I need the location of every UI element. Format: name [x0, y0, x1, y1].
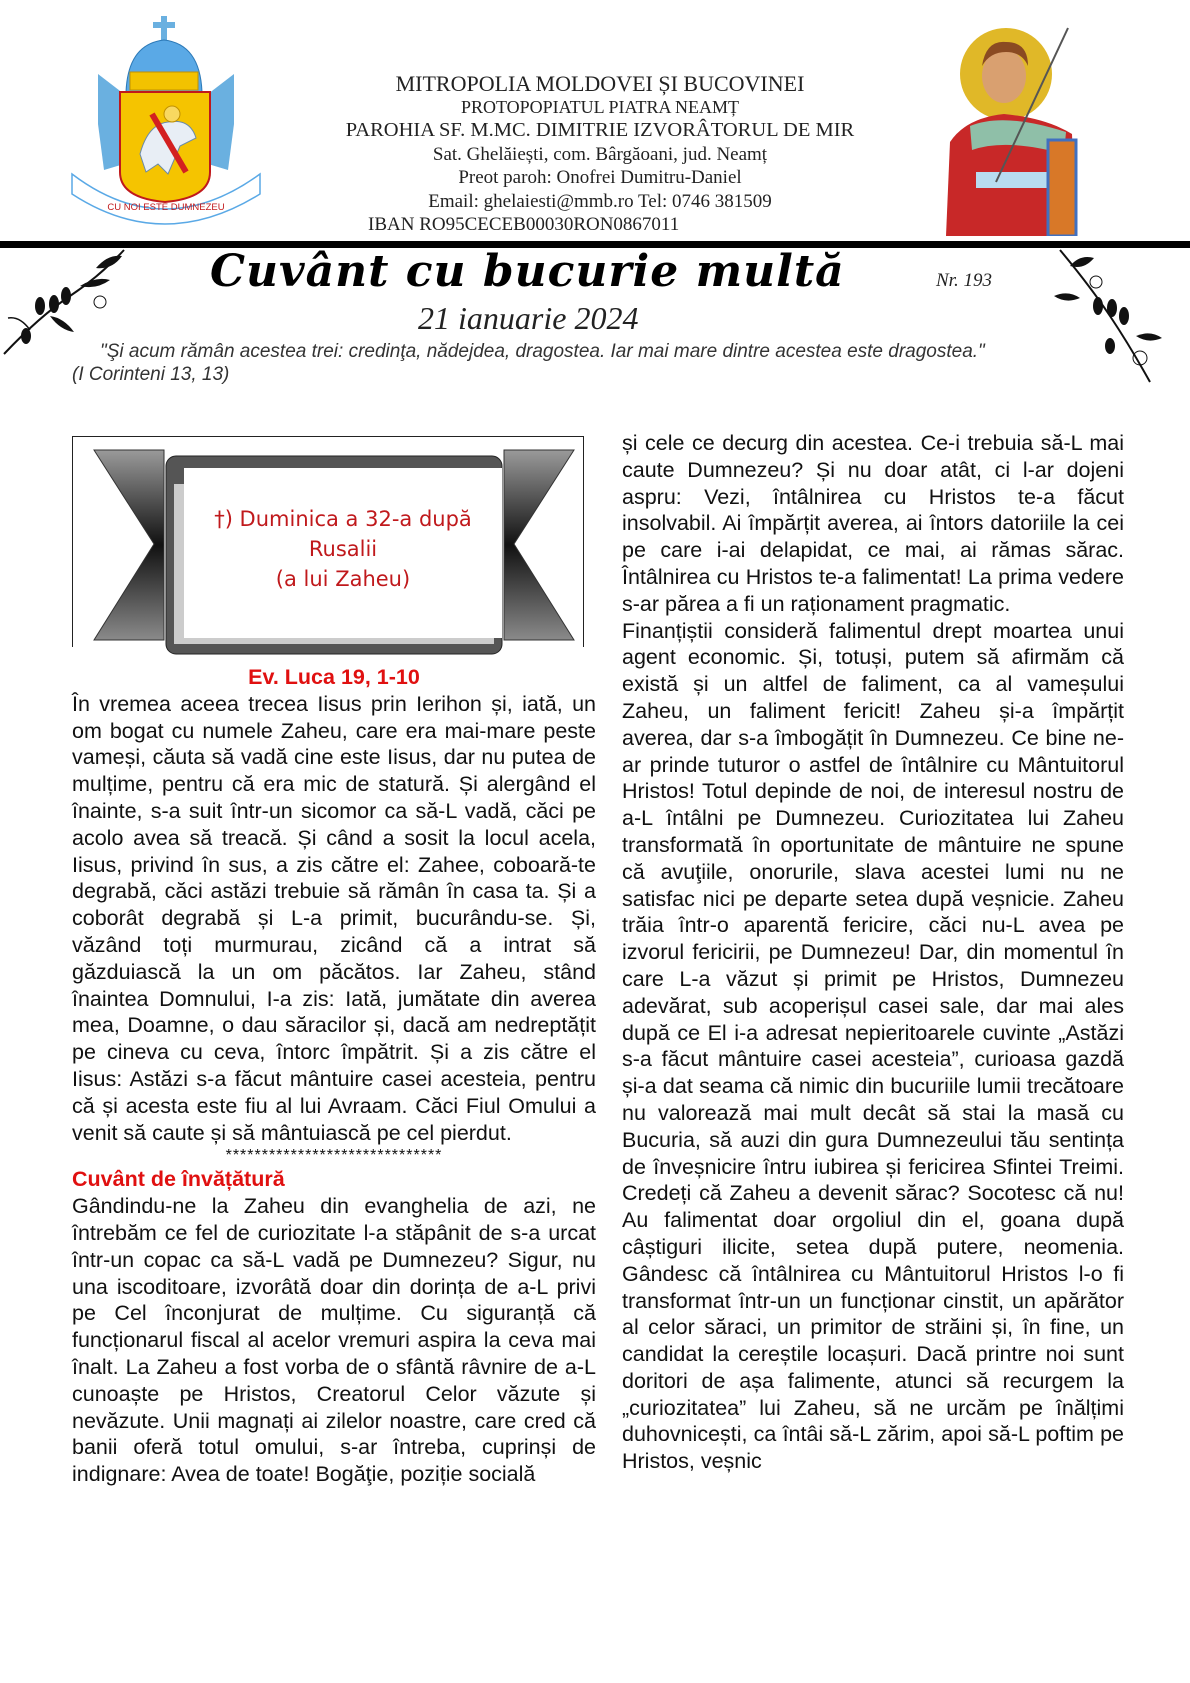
sermon-text-right-1: și cele ce decurg din acestea. Ce-i trebuia să-L mai caute Dumnezeu? Și nu doar atât, ci l-ar dojeni aspru: Vezi, întâlnirea cu Hristos te-a făcut insolvabil. Ai împărțit averea, ai întors datoriile la cei pe care i-ai delapidat, ce mai, ai rămas sărac. Întâlnirea cu Hristos te-a falimentat! La prima vedere s-ar părea a fi un raționament pragmatic. — [622, 431, 1124, 616]
sermon-text-left: Gândindu-ne la Zaheu din evanghelia de azi, ne întrebăm ce fel de curiozitate l-a stăpânit de s-a urcat într-un copac ca să-L vadă pe Dumnezeu? Sigur, nu una iscoditoare, izvorâtă doar din dorința de a-L privi pe Cel înconjurat de mulțime. Cu siguranță că funcționarul fiscal al acelor vremuri aspira la ceva mai înalt. La Zaheu a fost vorba de o sfântă râvnire de a-L cunoaște pe Hristos, Creatorul Celor văzute și nevăzute. Unii magnați ai zilelor noastre, care cred că banii oferă totul omului, s-ar întreba, cuprinși de indignare: Avea de toate! Bogăţie, poziție socială — [72, 1194, 596, 1487]
saint-dimitrie-icon-image — [936, 22, 1092, 236]
olive-branch-right-icon — [1040, 246, 1170, 386]
feast-line-2: Rusalii — [308, 537, 378, 561]
metropolis-name: MITROPOLIA MOLDOVEI ȘI BUCOVINEI — [395, 71, 805, 96]
parish-name: PAROHIA SF. M.MC. DIMITRIE IZVORÂTORUL DE MIR — [345, 119, 855, 141]
protopopiat-name: PROTOPOPIATUL PIATRA NEAMȚ — [460, 96, 740, 117]
feast-title-card — [184, 468, 502, 638]
feast-line-3: (a lui Zaheu) — [275, 567, 411, 591]
gospel-reference: Ev. Luca 19, 1-10 — [248, 665, 420, 689]
feast-line-1: †) Duminica a 32-a după — [214, 507, 472, 531]
sermon-heading: Cuvânt de învățătură — [72, 1167, 285, 1192]
parish-address: Sat. Ghelăiești, com. Bârgăoani, jud. Neamț — [432, 143, 768, 165]
parish-priest: Preot paroh: Onofrei Dumitru-Daniel — [458, 167, 742, 188]
newsletter-title: Cuvânt cu bucurie multă — [210, 246, 845, 297]
right-column — [622, 430, 1124, 1475]
logo-motto: CU NOI ESTE DUMNEZEU — [107, 202, 225, 213]
issue-date: 21 ianuarie 2024 — [418, 300, 639, 336]
sermon-text-right-2: Finanțiștii consideră falimentul drept moartea unui agent economic. Și, totuși, putem să afirmăm că există și un altfel de faliment, ca al vameșului Zaheu, un faliment fericit! Zaheu și-a împărțit averea, dar s-a îmbogățit în Dumnezeu. Ce bine ne-ar prinde tuturor o astfel de întâlnire cu Mântuitorul Hristos! Totul depinde de noi, de interesul nostru de a-L întâlni pe Dumnezeu. Curiozitatea lui Zaheu transformată în oportunitate de mântuire ne spune că avuţiile, onorurile, slava acestei lumi nu ne satisfac nici pe departe setea după veșnicie. Zaheu trăia într-o aparentă fericire, căci nu-L avea pe izvorul fericirii, pe Dumnezeu! Dar, din momentul în care L-a văzut și primit pe Hristos, Dumnezeu adevărat, sub acoperișul casei sale, dar mai ales după ce El i-a adresat nepieritoarele cuvinte „Astăzi s-a făcut mântuire casei acesteia”, curioasa gazdă și-a dat seama că nimic din bucuriile lumii trecătoare nu valorează mai mult decât să stai la masă cu Bucuria, să auzi din gura Dumnezeului tău sentința de înveșnicire întru iubirea și fericirea Sfintei Treimi. Credeți că Zaheu a devenit sărac? Socotesc că nu! Au falimentat doar orgoliul din el, goana după câștiguri ilicite, setea după putere, neomenia. Gândesc că întâlnirea cu Mântuitorul Hristos l-o fi transformat într-un un funcționar cinstit, un apărător al celor săraci, un primitor de străini și, în fine, un candidat la cereștile locașuri. Dacă printre noi sunt doritori de așa falimente, atunci să recurgem la „curiozitatea” lui Zaheu, să ne urcăm pe înălțimi duhovnicești, ca întâi să-L zărim, apoi să-L poftim pe Hristos, veșnic — [622, 618, 1124, 1474]
parish-iban: IBAN RO95CECEB00030RON0867011 — [368, 214, 680, 235]
scripture-quote: "Şi acum rămân acestea trei: credinţa, nădejdea, dragostea. Iar mai mare dintre acestea este dragostea." (I Corinteni 13, 13) — [72, 341, 985, 385]
gospel-text: În vremea aceea trecea Iisus prin Ierihon și, iată, un om bogat cu numele Zaheu, care era mai-mare peste vameși, căuta să vadă cine este Iisus, dar nu putea de mulțime, pentru că era mic de statură. Și alergând el înainte, s-a suit într-un sicomor ca să-L vadă, căci pe acolo avea să treacă. Și când a sosit la locul acela, Iisus, privind în sus, a zis către el: Zahee, coboară-te degrabă, căci astăzi trebuie să rămân în casa ta. Și a coborât degrabă și L-a primit, bucurându-se. Și, văzând toți murmurau, zicând că a intrat să găzduiască la un om păcătos. Iar Zaheu, stând înaintea Domnului, I-a zis: Iată, jumătate din averea mea, Doamne, o dau săracilor și, dacă am nedreptățit pe cineva cu ceva, întorc împătrit. Și a zis către el Iisus: Astăzi s-a făcut mântuire casei acesteia, pentru că și acesta este fiu al lui Avraam. Căci Fiul Omului a venit să caute și să mântuiască pe cel pierdut. — [72, 691, 596, 1145]
parish-header — [300, 72, 900, 237]
metropolis-logo — [68, 14, 264, 236]
section-separator: ****************************** — [225, 1147, 443, 1165]
parish-contact: Email: ghelaiesti@mmb.ro Tel: 0746 381509 — [428, 190, 772, 212]
left-column — [72, 664, 596, 1488]
issue-number: Nr. 193 — [936, 270, 992, 291]
